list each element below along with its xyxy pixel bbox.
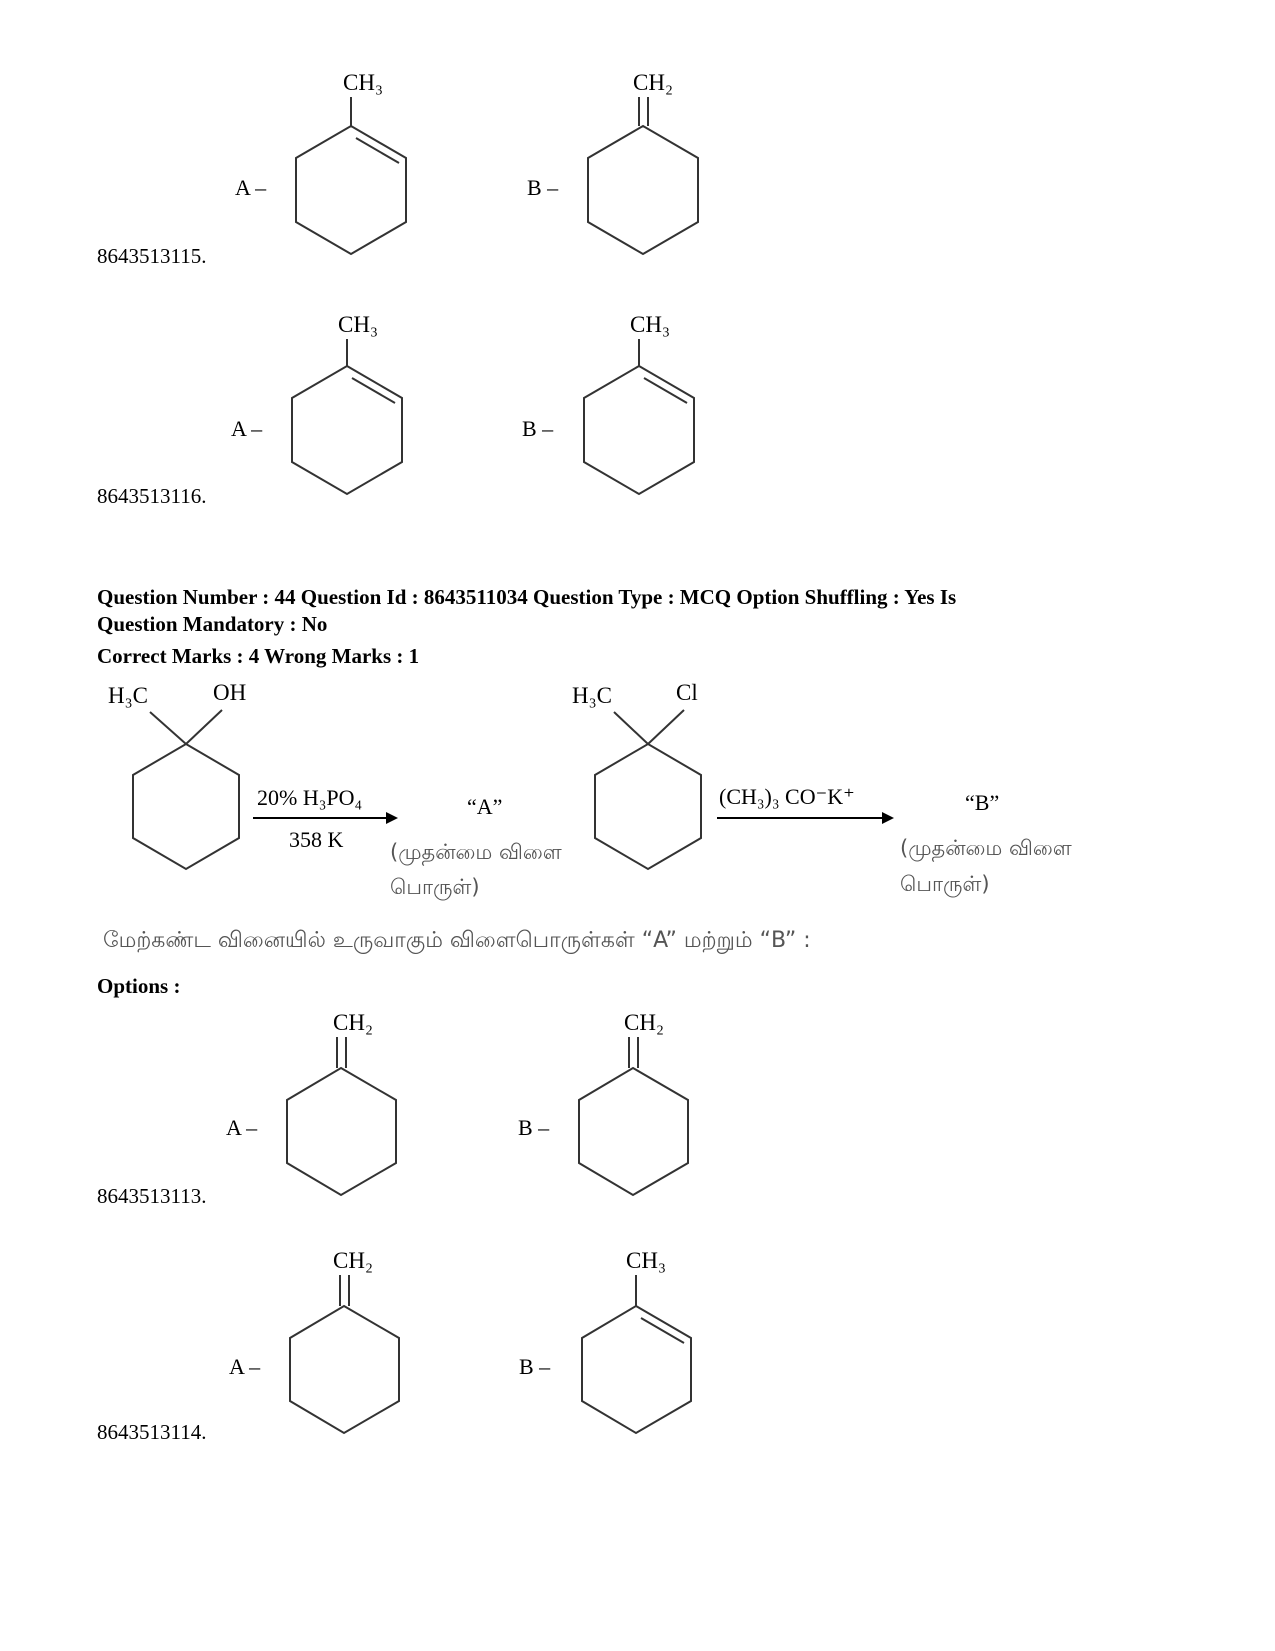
- question-text: மேற்கண்ட வினையில் உருவாகும் விளைபொருள்கள் “A” மற்றும் “B” :: [103, 928, 811, 953]
- reactant-hydroxyl-label: OH: [213, 680, 247, 705]
- a-group-label: CH₂: [333, 1010, 373, 1035]
- b-group-label: CH₃: [630, 312, 670, 337]
- a-group-label: CH₂: [333, 1248, 373, 1273]
- major-product-b-line1: (முதன்மை விளை: [900, 836, 1072, 860]
- question-meta-line1: Question Number : 44 Question Id : 8643511034 Question Type : MCQ Option Shuffling : Yes Is: [97, 585, 957, 609]
- option-structure-8643513114: [220, 1236, 740, 1446]
- product-a-label: “A”: [467, 794, 503, 819]
- b-group-label: CH₃: [626, 1248, 666, 1273]
- b-group-label: CH₂: [633, 70, 673, 95]
- b-group-label: CH₂: [624, 1010, 664, 1035]
- b-label: B –: [527, 175, 559, 200]
- reactant-2-methyl-label: H₃C: [572, 683, 612, 708]
- reagent-2-label: (CH₃)₃ CO⁻K⁺: [719, 784, 855, 809]
- major-product-b-line2: பொருள்): [900, 872, 990, 896]
- option-id-8643513113: 8643513113.: [97, 1184, 207, 1208]
- a-label: A –: [231, 416, 263, 441]
- options-label: Options :: [97, 974, 181, 998]
- b-label: B –: [522, 416, 554, 441]
- a-group-label: CH₃: [343, 70, 383, 95]
- option-structure-8643513116: [220, 300, 740, 510]
- question-header: [97, 584, 1197, 638]
- option-structure-8643513113: [220, 1000, 740, 1210]
- option-id-8643513115: 8643513115.: [97, 244, 207, 268]
- question-meta-line2: Question Mandatory : No: [97, 612, 328, 636]
- a-label: A –: [226, 1115, 258, 1140]
- option-id-8643513116: 8643513116.: [97, 484, 207, 508]
- a-group-label: CH₃: [338, 312, 378, 337]
- b-label: B –: [518, 1115, 550, 1140]
- condition-1-label: 358 K: [289, 827, 344, 852]
- reagent-1-label: 20% H₃PO₄: [257, 785, 363, 810]
- major-product-a-line2: பொருள்): [390, 875, 480, 899]
- major-product-a-line1: (முதன்மை விளை: [390, 840, 562, 864]
- b-label: B –: [519, 1354, 551, 1379]
- option-structure-8643513115: [220, 60, 740, 270]
- a-label: A –: [229, 1354, 261, 1379]
- reaction-scheme: [100, 676, 1120, 906]
- reactant-methyl-label: H₃C: [108, 683, 148, 708]
- question-marks: Correct Marks : 4 Wrong Marks : 1: [97, 644, 420, 668]
- product-b-label: “B”: [965, 790, 1000, 815]
- option-id-8643513114: 8643513114.: [97, 1420, 207, 1444]
- reactant-2-chloro-label: Cl: [676, 680, 698, 705]
- a-label: A –: [235, 175, 267, 200]
